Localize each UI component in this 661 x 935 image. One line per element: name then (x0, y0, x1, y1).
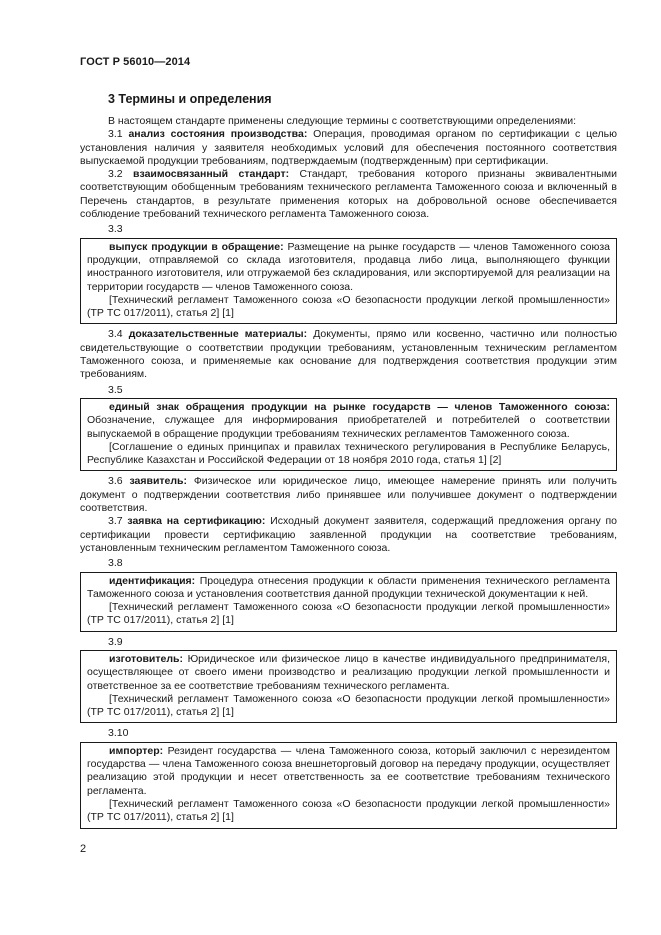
term-name: идентификация: (109, 574, 196, 587)
term-box-3-8 (80, 572, 617, 632)
section-title: 3 Термины и определения (108, 92, 272, 106)
term-entry-3-4: 3.4 доказательственные материалы: Документы, прямо или косвенно, частично или полностью свидетельствующие о соответствии продукции требованиям, установленным техническим регламентом Таможенного союза, и применяемые как основание для подтверждения соответствия продукции этим требованиям. (80, 328, 617, 381)
term-number-3-5: 3.5 (108, 383, 123, 396)
term-definition: Размещение на рынке государств — членов Таможенного союза продукции, отправляемой со склада изготовителя, продавца либо лица, выполняющего функции иностранного изготовителя, или отгружаемой без складирования, или экспортируемой для реализации на территории государств — членов Таможенного союза. (87, 240, 611, 293)
term-definition: Обозначение, служащее для информирования приобретателей и потребителей о соответствии выпускаемой в обращение продукции требованиям технических регламентов Таможенного союза. (87, 414, 610, 440)
term-source: [Технический регламент Таможенного союза «О безопасности продукции легкой промышленности» (ТР ТС 017/2011), статья 2] [1] (87, 797, 610, 824)
term-number-3-8: 3.8 (108, 557, 123, 570)
term-number-3-3: 3.3 (108, 223, 123, 236)
term-definition: Юридическое или физическое лицо в качестве индивидуального предпринимателя, осуществляющее от своего имени производство и реализацию продукции легкой промышленности и ответственное за ее соответствие требованиям технического регламента. (87, 652, 610, 692)
term-source: [Технический регламент Таможенного союза «О безопасности продукции легкой промышленности» (ТР ТС 017/2011), статья 2] [1] (87, 293, 610, 320)
term-name: единый знак обращения продукции на рынке государств — членов Таможенного союза: (109, 400, 610, 413)
term-entry-3-6: 3.6 заявитель: Физическое или юридическое лицо, имеющее намерение принять или получить документ о подтверждении соответствия либо принявшее или получившее документ о подтверждении соответствия. (80, 475, 618, 515)
term-definition: Исходный документ заявителя, содержащий предложения органу по сертификации провести сертификацию заявленной продукции на соответствие требованиям, установленным техническим регламентом Таможенного союза. (80, 515, 618, 554)
term-name: взаимосвязанный стандарт: (133, 168, 290, 181)
term-definition: Резидент государства — члена Таможенного союза, который заключил с нерезидентом государства — члена Таможенного союза внешнеторговый договор на передачу продукции, осуществляет реализацию этой продукции и несет ответственность за ее соответствие требованиям технического регламента. (87, 744, 610, 797)
term-definition: Процедура отнесения продукции к области применения технического регламента Таможенного союза и установления соответствия данной продукции технической документации к ней. (87, 574, 610, 600)
term-source: [Соглашение о единых принципах и правилах технического регулирования в Республике Беларусь, Республике Казахстан и Российской Федерации от 18 ноября 2010 года, статья 1] [2] (87, 440, 610, 467)
term-source: [Технический регламент Таможенного союза «О безопасности продукции легкой промышленности» (ТР ТС 017/2011), статья 2] [1] (87, 601, 610, 627)
term-definition: Стандарт, требования которого признаны эквивалентными соответствующим обобщенным требованиям технического регламента Таможенного союза и включенный в Перечень стандартов, в результате применения которых на добровольной основе обеспечивается соблюдение требований технического регламента Таможенного союза. (80, 168, 618, 221)
term-entry-3-7: 3.7 заявка на сертификацию: Исходный документ заявителя, содержащий предложения органу по сертификации провести сертификацию заявленной продукции на соответствие требованиям, установленным техническим регламентом Таможенного союза. (80, 515, 618, 554)
term-name: изготовитель: (109, 652, 183, 665)
term-box-3-10 (80, 742, 617, 829)
term-number-3-10: 3.10 (108, 727, 129, 740)
term-name: заявитель: (129, 475, 187, 488)
term-name: выпуск продукции в обращение: (109, 240, 284, 253)
term-definition: Операция, проводимая органом по сертификации с целью установления наличия у заявителя необходимых условий для обеспечения постоянного соответствия выпускаемой продукции требованиям, подтверждаемым (подтвержденным) при сертификации. (80, 128, 617, 167)
term-entry-3-1: 3.1 анализ состояния производства: Операция, проводимая органом по сертификации с целью установления наличия у заявителя необходимых условий для обеспечения постоянного соответствия выпускаемой продукции требованиям, подтверждаемым (подтвержденным) при сертификации. (80, 128, 617, 167)
term-box-3-3 (80, 238, 617, 325)
document-header: ГОСТ Р 56010—2014 (80, 56, 191, 68)
intro-paragraph: В настоящем стандарте применены следующие термины с соответствующими определениями: (108, 115, 577, 127)
term-name: доказательственные материалы: (128, 328, 308, 341)
term-box-3-9 (80, 650, 617, 723)
term-name: анализ состояния производства: (128, 128, 308, 141)
term-definition: Документы, прямо или косвенно, частично или полностью свидетельствующие о соответствии продукции требованиям, установленным техническим регламентом Таможенного союза, и применяемые как основание для подтверждения соответствия продукции этим требованиям. (80, 328, 617, 381)
document-body (80, 92, 617, 833)
term-number-3-9: 3.9 (108, 635, 123, 648)
term-entry-3-2: 3.2 взаимосвязанный стандарт: Стандарт, требования которого признаны эквивалентными соответствующим обобщенным требованиям технического регламента Таможенного союза и включенный в Перечень стандартов, в результате применения которых на добровольной основе обеспечивается соблюдение требований технического регламента Таможенного союза. (80, 168, 618, 221)
term-name: заявка на сертификацию: (127, 515, 266, 528)
term-name: импортер: (109, 744, 164, 757)
term-definition: Физическое или юридическое лицо, имеющее намерение принять или получить документ о подтверждении соответствия либо принявшее или получившее документ о подтверждении соответствия. (80, 475, 618, 515)
term-source: [Технический регламент Таможенного союза «О безопасности продукции легкой промышленности» (ТР ТС 017/2011), статья 2] [1] (87, 692, 610, 719)
page-number: 2 (80, 843, 87, 855)
term-box-3-5 (80, 398, 617, 471)
